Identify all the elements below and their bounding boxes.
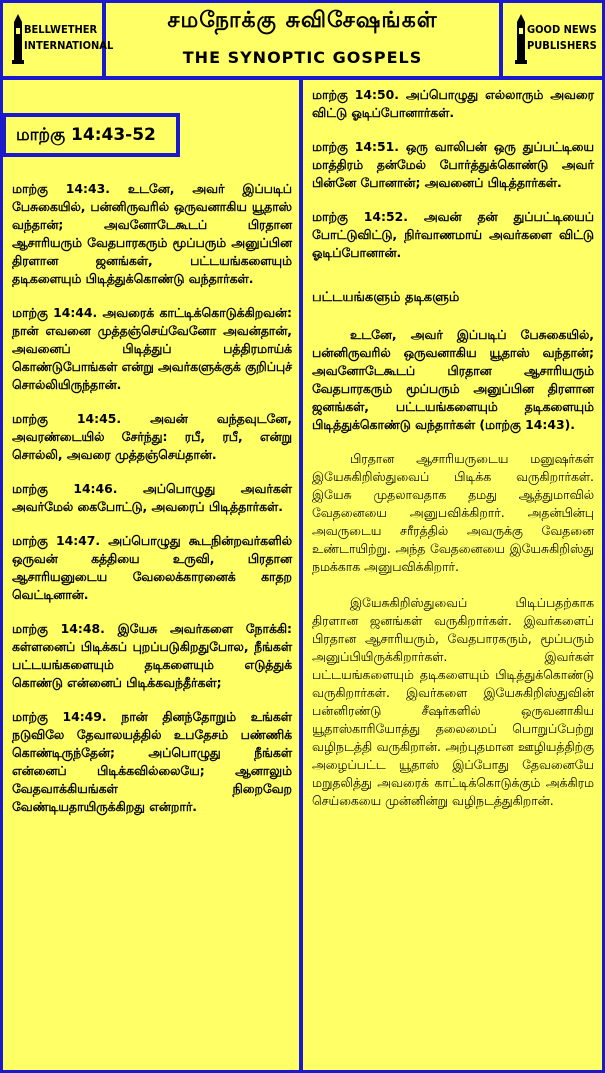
left-logo-line2: INTERNATIONAL (24, 39, 114, 52)
header-titles (106, 0, 499, 76)
right-logo-line2: PUBLISHERS (527, 39, 597, 52)
verse-14-51: மாற்கு 14:51. ஒரு வாலிபன் ஒரு துப்பட்டியை மாத்திரம் தன்மேல் போர்த்துக்கொண்டு அவர் பின்னே போனான்; அவனைப் பிடித்தார்கள். (312, 139, 594, 190)
left-logo-text (24, 22, 113, 54)
verse-14-52: மாற்கு 14:52. அவன் தன் துப்பட்டியைப் போட்டுவிட்டு, நிர்வாணமாய் அவர்களை விட்டு ஓடிப்போனான். (312, 209, 594, 260)
verse-14-46: மாற்கு 14:46. அப்பொழுது அவர்கள் அவர்மேல் கைபோட்டு, அவரைப் பிடித்தார்கள். (12, 481, 292, 514)
section-quote: உடனே, அவர் இப்படிப் பேசுகையில், பன்னிருவரில் ஒருவனாகிய யூதாஸ் வந்தான்; அவனோடேகூடப் பிரதான ஆசாரியரும் வேதபாரகரும் மூப்பரும் அனுப்பின திரளான ஜனங்கள், பட்டயங்களையும் தடிகளையும் பிடித்துக்கொண்டு வந்தார்கள் (மாற்கு 14:43). (312, 327, 594, 432)
verse-14-45: மாற்கு 14:45. அவன் வந்தவுடனே, அவரண்டையில் சேர்ந்து: ரபீ, ரபீ, என்று சொல்லி, அவரை முத்தஞ்செய்தான். (12, 411, 292, 462)
commentary-paragraph: பிரதான ஆசாரியருடைய மனுஷர்கள் இயேசுகிறிஸ்துவைப் பிடிக்க வருகிறார்கள். இயேசு முதலாவதாக தமது ஆத்துமாவில் வேதனையை அனுபவிக்கிறார். அதன்பின்பு அவருடைய சரீரத்தில் அவருக்கு வேதனை உண்டாயிற்று. அந்த வேதனையை இயேசுகிறிஸ்து நமக்காக அனுபவிக்கிறார். (312, 451, 594, 574)
bellwether-logo (0, 0, 114, 76)
verse-14-47: மாற்கு 14:47. அப்பொழுது கூடநின்றவர்களில் ஒருவன் கத்தியை உருவி, பிரதான ஆசாரியனுடைய வேலைக்காரனைக் காதற வெட்டினான். (12, 533, 292, 602)
page-title: சமநோக்கு சுவிசேஷங்கள் (167, 8, 438, 33)
verse-14-48: மாற்கு 14:48. இயேசு அவர்களை நோக்கி: கள்ளனைப் பிடிக்கப் புறப்படுகிறதுபோல, நீங்கள் பட்டயங்களையும் தடிகளையும் எடுத்துக் கொண்டு என்னைப் பிடிக்கவந்தீர்கள்; (12, 621, 292, 690)
verse-14-49: மாற்கு 14:49. நான் தினந்தோறும் உங்கள் நடுவிலே தேவாலயத்தில் உபதேசம் பண்ணிக் கொண்டிருந்தேன்; அப்பொழுது நீங்கள் என்னைப் பிடிக்கவில்லையே; ஆனாலும் வேதவாக்கியங்கள் நிறைவேற வேண்டியதாயிருக்கிறது என்றார். (12, 709, 292, 814)
page-header (0, 0, 605, 80)
verse-14-43: மாற்கு 14:43. உடனே, அவர் இப்படிப் பேசுகையில், பன்னிருவரில் ஒருவனாகிய யூதாஸ் வந்தான்; அவனோடேகூடப் பிரதான ஆசாரியரும் வேதபாரகரும் மூப்பரும் அனுப்பின திரளான ஜனங்கள், பட்டயங்களையும் தடிகளையும் பிடித்துக்கொண்டு வந்தார்கள். (12, 181, 292, 286)
good-news-logo (499, 0, 605, 76)
section-heading: பட்டயங்களும் தடிகளும் (312, 290, 460, 305)
verse-14-50: மாற்கு 14:50. அப்பொழுது எல்லாரும் அவரை விட்டு ஓடிப்போனார்கள். (312, 87, 594, 120)
right-logo-line1: GOOD NEWS (527, 23, 597, 36)
left-column (12, 180, 292, 832)
page-subtitle: THE SYNOPTIC GOSPELS (182, 48, 423, 67)
verse-14-44: மாற்கு 14:44. அவரைக் காட்டிக்கொடுக்கிறவன்: நான் எவனை முத்தஞ்செய்வேனோ அவன்தான், அவனைப் பிடித்துப் பத்திரமாய்க் கொண்டுபோங்கள் என்று அவர்களுக்குக் குறிப்புச் சொல்லியிருந்தான். (12, 305, 293, 392)
right-column (312, 86, 594, 828)
right-logo-text (527, 22, 597, 54)
left-logo-line1: BELLWETHER (24, 23, 98, 36)
column-divider (299, 80, 303, 1073)
commentary-paragraph: இயேசுகிறிஸ்துவைப் பிடிப்பதற்காக திரளான ஜனங்கள் வருகிறார்கள். இவர்களைப் பிரதான ஆசாரியரும், வேதபாரகரும், மூப்பரும் அனுப்பியிருக்கிறார்கள். இவர்கள் பட்டயங்களையும் தடிகளையும் பிடித்துக்கொண்டு வருகிறார்கள். இவர்களை இயேசுகிறிஸ்துவின் பன்னிரண்டு சீஷர்களில் ஒருவனாகிய யூதாஸ்காரியோத்து தலைமைப் பொறுப்பேற்று வழிநடத்தி வருகிறான். அற்புதமான ஊழியத்திற்கு அழைப்பட்ட யூதாஸ் இப்போது தேவனையே மறுதலித்து அவரைக் காட்டிக்கொடுக்கும் அக்கிரம செய்கையை முன்னின்று வழிநடத்துகிறான். (312, 595, 594, 808)
scripture-reference: மாற்கு 14:43-52 (2, 113, 180, 157)
